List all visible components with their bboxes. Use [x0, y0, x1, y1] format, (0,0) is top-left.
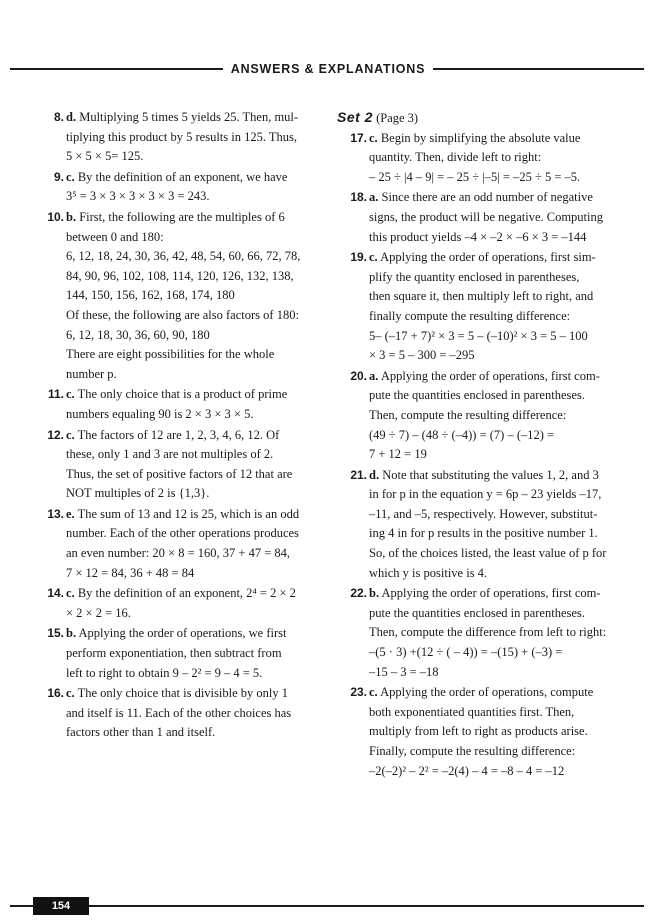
answer-line — [66, 524, 322, 544]
line-text: quantity. Then, divide left to right: — [369, 150, 542, 165]
line-text: numbers equaling 90 is 2 × 3 × 3 × 5. — [66, 406, 254, 421]
set-heading — [337, 108, 623, 129]
answer-item — [47, 684, 322, 743]
answer-line — [66, 228, 322, 248]
question-number: 10. — [47, 209, 64, 224]
line-text: Note that substituting the values 1, 2, and 3 — [382, 467, 599, 482]
answer-line — [369, 663, 623, 683]
line-text: tiplying this product by 5 results in 125. Thus, — [66, 129, 298, 144]
line-text: The factors of 12 are 1, 2, 3, 4, 6, 12. Of — [77, 427, 280, 442]
line-text: 7 × 12 = 84, 36 + 48 = 84 — [66, 565, 195, 580]
answer-line — [369, 722, 623, 742]
question-number: 23. — [350, 685, 367, 700]
line-text: factors other than 1 and itself. — [66, 725, 216, 740]
question-number: 19. — [350, 250, 367, 265]
line-text: 5– (–17 + 7)² × 3 = 5 – (–10)² × 3 = 5 – 100 — [369, 328, 588, 343]
line-text: Begin by simplifying the absolute value — [380, 130, 581, 145]
answer-choice: c. — [369, 685, 378, 700]
line-text: First, the following are the multiples of 6 — [79, 209, 285, 224]
line-text: plify the quantity enclosed in parentheses, — [369, 269, 580, 284]
answer-item — [350, 367, 623, 465]
answer-choice: e. — [66, 506, 75, 521]
answer-line — [66, 445, 322, 465]
answer-choice: c. — [369, 130, 378, 145]
answer-line — [53, 168, 322, 188]
answer-item — [350, 683, 623, 781]
line-text: –2(–2)² – 2² = –2(4) – 4 = –8 – 4 = –12 — [369, 763, 565, 778]
line-text: The only choice that is a product of prime — [77, 387, 288, 402]
question-number: 20. — [350, 368, 367, 383]
answer-line — [369, 445, 623, 465]
answer-line — [369, 604, 623, 624]
line-text: 5 × 5 × 5= 125. — [66, 149, 144, 164]
answer-line — [47, 624, 322, 644]
answer-line — [369, 564, 623, 584]
answer-item — [47, 624, 322, 683]
answer-line — [66, 664, 322, 684]
answer-line — [369, 406, 623, 426]
line-text: –11, and –5, respectively. However, substitut- — [369, 506, 598, 521]
line-text: in for p in the equation y = 6p – 23 yields –17, — [369, 487, 602, 502]
line-text: By the definition of an exponent, 2⁴ = 2 × 2 — [77, 586, 296, 601]
answer-choice: b. — [66, 209, 77, 224]
line-text: Finally, compute the resulting difference: — [369, 744, 576, 758]
answer-line — [350, 584, 623, 604]
answer-line — [369, 742, 623, 762]
line-text: Applying the order of operations, first sim- — [380, 250, 596, 265]
question-number: 11. — [47, 387, 64, 402]
answer-line — [66, 326, 322, 346]
line-text: × 2 × 2 = 16. — [66, 605, 131, 620]
answer-choice: c. — [66, 586, 75, 601]
line-text: Then, compute the resulting difference: — [369, 407, 567, 422]
answer-item — [47, 505, 322, 583]
line-text: Applying the order of operations, we first — [78, 626, 287, 641]
answer-line — [369, 505, 623, 525]
line-text: So, of the choices listed, the least value of p for — [369, 546, 607, 561]
answer-line — [66, 723, 322, 743]
line-text: number. Each of the other operations produces — [66, 526, 299, 541]
question-number: 9. — [53, 169, 64, 184]
answer-line — [66, 267, 322, 287]
answer-choice: c. — [66, 169, 75, 184]
line-text: between 0 and 180: — [66, 229, 164, 244]
answer-line — [66, 306, 322, 326]
line-text: The only choice that is divisible by only 1 — [77, 686, 288, 701]
line-text: this product yields –4 × –2 × –6 × 3 = –144 — [369, 229, 587, 244]
answer-line — [369, 485, 623, 505]
answer-line — [66, 465, 322, 485]
answer-choice: b. — [369, 586, 380, 601]
answer-line — [369, 426, 623, 446]
line-text: these, only 1 and 3 are not multiples of 2. — [66, 447, 274, 462]
answer-line — [369, 287, 623, 307]
answer-line — [369, 544, 623, 564]
answer-item — [350, 129, 623, 188]
answer-choice: a. — [369, 190, 379, 205]
answer-line — [66, 345, 322, 365]
answer-choice: d. — [66, 110, 77, 124]
answer-line — [66, 128, 322, 148]
line-text: Applying the order of operations, first com- — [381, 586, 601, 601]
line-text: multiply from left to right as products arise. — [369, 724, 588, 739]
answer-item — [47, 385, 322, 424]
answer-choice: d. — [369, 467, 380, 482]
answer-item — [53, 168, 322, 207]
answer-line — [369, 327, 623, 347]
question-number: 8. — [53, 110, 64, 124]
line-text: The sum of 13 and 12 is 25, which is an odd — [77, 506, 300, 521]
answer-line — [47, 385, 322, 405]
answer-line — [369, 386, 623, 406]
question-number: 18. — [350, 190, 367, 205]
answer-line — [47, 505, 322, 525]
answer-choice: a. — [369, 368, 379, 383]
set-page-reference: (Page 3) — [376, 111, 419, 125]
answer-choice: c. — [66, 387, 75, 402]
answer-item — [350, 188, 623, 247]
answer-line — [66, 247, 322, 267]
answer-line — [350, 188, 623, 208]
footer-rule — [10, 905, 644, 907]
line-text: number p. — [66, 366, 117, 381]
answer-line — [66, 187, 322, 207]
answer-line — [47, 684, 322, 704]
line-text: perform exponentiation, then subtract from — [66, 646, 282, 661]
line-text: signs, the product will be negative. Computing — [369, 209, 603, 224]
question-number: 21. — [350, 467, 367, 482]
answer-line — [369, 643, 623, 663]
line-text: Of these, the following are also factors of 180: — [66, 307, 299, 322]
answer-line — [66, 704, 322, 724]
answer-line — [369, 703, 623, 723]
answer-line — [350, 129, 623, 149]
set-title: Set 2 — [337, 109, 373, 125]
line-text: 7 + 12 = 19 — [369, 447, 427, 462]
header-title: ANSWERS & EXPLANATIONS — [223, 62, 433, 76]
answer-line — [369, 268, 623, 288]
answer-line — [369, 307, 623, 327]
line-text: 6, 12, 18, 24, 30, 36, 42, 48, 54, 60, 66, 72, 78, — [66, 249, 301, 264]
answer-choice: c. — [369, 250, 378, 265]
right-column — [337, 108, 623, 782]
line-text: 84, 90, 96, 102, 108, 114, 120, 126, 132, 138, — [66, 268, 294, 283]
answer-line — [350, 466, 623, 486]
line-text: Since there are an odd number of negative — [381, 190, 593, 205]
answer-line — [66, 405, 322, 425]
answer-line — [47, 426, 322, 446]
answer-line — [369, 762, 623, 782]
answer-item — [53, 108, 322, 167]
question-number: 16. — [47, 686, 64, 701]
question-number: 22. — [350, 586, 367, 601]
answer-choice: b. — [66, 626, 77, 641]
line-text: pute the quantities enclosed in parentheses. — [369, 388, 585, 403]
answer-line — [66, 604, 322, 624]
answer-line — [66, 644, 322, 664]
answer-item — [350, 248, 623, 366]
answer-line — [66, 147, 322, 167]
answer-line — [369, 623, 623, 643]
answer-line — [369, 346, 623, 366]
line-text: – 25 ÷ |4 – 9| = – 25 ÷ |–5| = –25 ÷ 5 = –5. — [369, 169, 581, 184]
line-text: 6, 12, 18, 30, 36, 60, 90, 180 — [66, 327, 210, 342]
question-number: 13. — [47, 506, 64, 521]
answer-line — [66, 544, 322, 564]
answer-line — [350, 683, 623, 703]
answer-line — [53, 108, 322, 128]
left-column — [47, 108, 322, 744]
question-number: 14. — [47, 586, 64, 601]
line-text: NOT multiples of 2 is {1,3}. — [66, 486, 210, 501]
line-text: 144, 150, 156, 162, 168, 174, 180 — [66, 288, 235, 303]
answer-line — [47, 584, 322, 604]
line-text: There are eight possibilities for the whole — [66, 347, 275, 362]
line-text: both exponentiated quantities first. Then, — [369, 704, 575, 719]
answer-line — [369, 524, 623, 544]
right-items — [350, 129, 623, 782]
line-text: an even number: 20 × 8 = 160, 37 + 47 = 84, — [66, 546, 290, 561]
line-text: left to right to obtain 9 – 2² = 9 – 4 = 5. — [66, 665, 263, 680]
line-text: ing 4 in for p results in the positive number 1. — [369, 526, 598, 541]
line-text: Multiplying 5 times 5 yields 25. Then, mul- — [79, 110, 299, 124]
line-text: (49 ÷ 7) – (48 ÷ (–4)) = (7) – (–12) = — [369, 427, 555, 442]
answer-item — [350, 466, 623, 584]
question-number: 12. — [47, 427, 64, 442]
line-text: finally compute the resulting difference: — [369, 308, 571, 323]
answer-line — [369, 208, 623, 228]
answer-line — [47, 208, 322, 228]
line-text: which y is positive is 4. — [369, 565, 488, 580]
answer-line — [66, 564, 322, 584]
line-text: Thus, the set of positive factors of 12 that are — [66, 466, 293, 481]
line-text: then square it, then multiply left to right, and — [369, 289, 594, 304]
question-number: 15. — [47, 626, 64, 641]
answer-item — [47, 208, 322, 384]
answer-line — [350, 248, 623, 268]
line-text: Applying the order of operations, compute — [380, 685, 594, 700]
question-number: 17. — [350, 130, 367, 145]
line-text: × 3 = 5 – 300 = –295 — [369, 348, 475, 363]
answer-line — [369, 148, 623, 168]
answer-item — [47, 584, 322, 623]
answer-choice: c. — [66, 427, 75, 442]
answer-line — [66, 365, 322, 385]
page-number: 154 — [33, 897, 89, 915]
answer-line — [66, 286, 322, 306]
line-text: 3⁵ = 3 × 3 × 3 × 3 × 3 = 243. — [66, 189, 210, 204]
answer-line — [369, 168, 623, 188]
answer-line — [350, 367, 623, 387]
line-text: Then, compute the difference from left to right: — [369, 625, 607, 640]
answer-line — [369, 228, 623, 248]
line-text: By the definition of an exponent, we have — [77, 169, 288, 184]
answer-choice: c. — [66, 686, 75, 701]
answer-item — [350, 584, 623, 682]
line-text: –15 – 3 = –18 — [369, 664, 439, 679]
line-text: pute the quantities enclosed in parentheses. — [369, 605, 585, 620]
answer-item — [47, 426, 322, 504]
header — [0, 60, 656, 78]
line-text: –(5 · 3) +(12 ÷ ( – 4)) = –(15) + (–3) = — [369, 645, 563, 660]
line-text: and itself is 11. Each of the other choices has — [66, 705, 292, 720]
answer-line — [66, 484, 322, 504]
line-text: Applying the order of operations, first com- — [380, 368, 600, 383]
